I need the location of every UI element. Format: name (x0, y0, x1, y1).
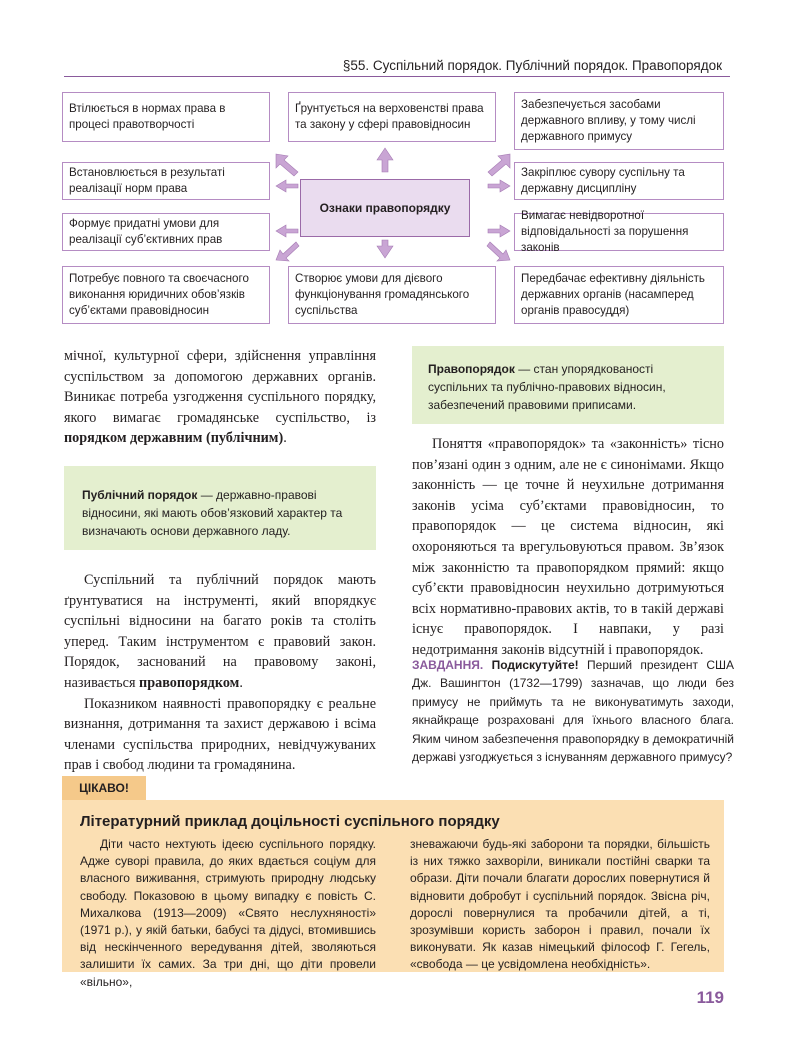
para1-text: мічної, культурної сфери, здійснення управління суспільством за допомогою державних органів. Виникає потреба узгодження суспільного порядку, якого вимагає громадянське суспільство, із (64, 348, 376, 426)
page-number: 119 (696, 988, 724, 1007)
interesting-tab: ЦІКАВО! (62, 776, 146, 800)
arrow-left-icon (276, 225, 298, 237)
task-prompt: Подискутуйте! (491, 658, 579, 672)
diagram-arrows-svg (62, 88, 724, 330)
para2-end: . (239, 674, 243, 691)
arrow-left-icon (276, 180, 298, 192)
diagram-left-box-2: Встановлюється в результаті реалізації норм права (62, 162, 270, 200)
public-order-definition: — державно-правові відносини, які мають обов’язковий характер та визначають основи державного ладу. (82, 488, 343, 538)
diagram-left-box-1: Втілюється в нормах права в процесі правотворчості (62, 92, 270, 142)
diagram-left-box-3: Формує придатні умови для реалізації суб’єктивних прав (62, 213, 270, 251)
task-label: ЗАВДАННЯ. (412, 658, 484, 672)
diagram-center-box: Ознаки правопорядку (300, 179, 470, 237)
page-header-title: §55. Суспільний порядок. Публічний порядок. Правопорядок (342, 58, 722, 73)
para1-end: . (283, 430, 287, 447)
header-divider (64, 76, 730, 77)
diagram-middle-top-box: Ґрунтується на верховенстві права та закону у сфері правовідносин (288, 92, 496, 142)
public-order-term: Публічний порядок (82, 488, 198, 502)
diagram-right-box-3: Вимагає невідворотної відповідальності за порушення законів (514, 213, 724, 251)
diagram-right-box-1: Забезпечується засобами державного впливу, у тому числі державного примусу (514, 92, 724, 150)
para1-bold: порядком державним (публічним) (64, 430, 284, 447)
legal-order-term: Правопорядок (428, 362, 515, 376)
diagram-right-box-4: Передбачає ефективну діяльність державних органів (насамперед органів правосуддя) (514, 266, 724, 324)
literary-example-col-1: Діти часто нехтують ідеєю суспільного порядку. Адже суворі правила, до яких вдається соціум для власного виживання, стримують природну людську свободу. Показовою в цьому випадку є повість С. Михалкова (1913—2009) «Свято неслухняності» (1971 р.), у якій батьки, бабусі та дідусі, втомившись від нескінченного вередування дітей, зволяються залишити їх самих. За три дні, що діти провели «вільно», (80, 837, 376, 989)
diagram-right-box-2: Закріплює сувору суспільну та державну дисципліну (514, 162, 724, 200)
arrow-down-icon (377, 240, 393, 258)
legal-order-definition: — стан упорядкованості суспільних та публічно-правових відносин, забезпечений правовими приписами. (428, 362, 666, 412)
left-column-para-1 (64, 346, 376, 449)
task-text: Перший президент США Дж. Вашингтон (1732—1799) зазначав, що люди без примусу не приймуть та не виконуватимуть заходи, якнайкраще розраховані для їхнього власного блага. Яким чином забезпечення правопорядку в демократичній державі узгоджується з існуванням державного примусу? (412, 658, 734, 765)
right-column-para-1 (412, 434, 724, 661)
para2-bold: правопорядком (139, 674, 240, 691)
arrow-downleft-icon (276, 242, 299, 261)
para3-text: Показником наявності правопорядку є реальне визнання, дотримання та захист державою і всіма членами суспільства природних, невідчужуваних прав і свобод людини та громадянина. (64, 695, 376, 774)
arrow-up-icon (377, 148, 393, 172)
task-block (412, 656, 734, 766)
arrow-upleft-icon (276, 154, 298, 176)
left-column-para-2 (64, 570, 376, 776)
diagram-left-box-4: Потребує повного та своєчасного виконання юридичних обов’язків суб’єктами правовідносин (62, 266, 270, 324)
arrow-right-icon (488, 180, 510, 192)
legal-order-definition-box (412, 346, 724, 424)
ozn-pravoporyadku-diagram (62, 88, 724, 330)
arrow-upright-icon (488, 154, 510, 176)
literary-example-col-2: зневажаючи будь-які заборони та порядки, більшість із них тяжко захворіли, виникали постійні сварки та образи. Діти почали благати дорослих повернутися й відновити добробут і суспільний порядок. Звісна річ, дорослі повернулися та пробачили дітей, а ті, зрозумівши користь заборон і правил, почали їх виконувати. Як казав німецький філософ Г. Гегель, «свобода — це усвідомлена необхідність». (410, 837, 710, 972)
literary-example-title: Літературний приклад доцільності суспільного порядку (80, 813, 500, 830)
arrow-right-icon (488, 225, 510, 237)
public-order-definition-box (64, 466, 376, 550)
legality-vs-order-text: Поняття «правопорядок» та «законність» тісно пов’язані один з одним, але не є синонімами. Якщо законність — це точне й неухильне дотримання законів усіма суб’єктами правовідносин, то правопорядок — це система відносин, які охороняються та врегульовуються правом. Зв’язок між законністю та правопорядком прямий: якщо суб’єкти правовідносин неухильно дотримуються всіх нормативно-правових актів, то в такій державі існує правопорядок. І навпаки, у разі недотримання законів відсутній і правопорядок. (412, 436, 724, 658)
diagram-middle-bottom-box: Створює умови для дієвого функціонування громадянського суспільства (288, 266, 496, 324)
arrow-downright-icon (487, 242, 510, 261)
para2-text: Суспільний та публічний порядок мають ґрунтуватися на інструменті, який впорядкує суспільні відносини на багато років та століть уперед. Таким інструментом є правовий закон. Порядок, заснований на правовому законі, називається (64, 572, 376, 691)
